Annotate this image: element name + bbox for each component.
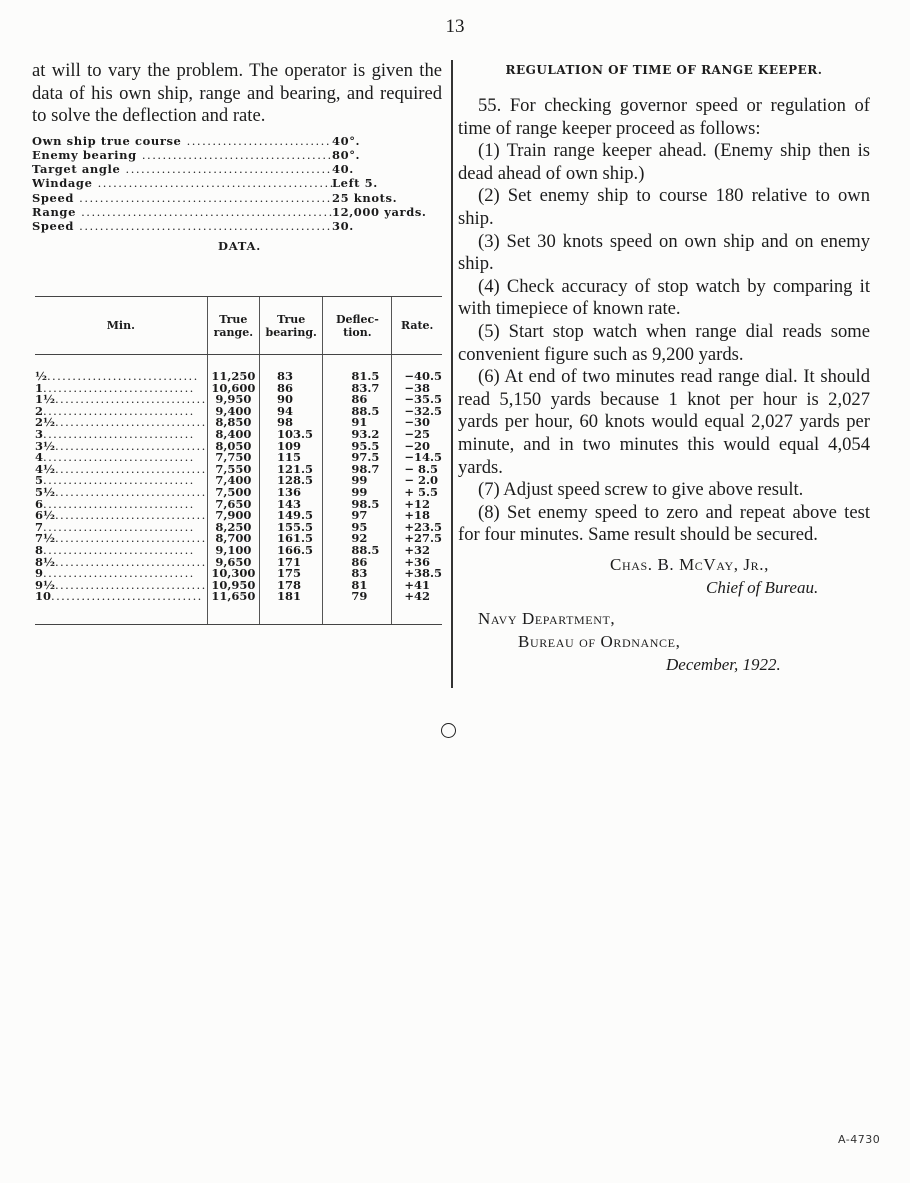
deflection-cell: 97.5 [323, 452, 392, 464]
true-bearing-cell: 149.5 [259, 510, 322, 522]
min-cell [35, 464, 207, 476]
true-bearing-cell: 143 [259, 499, 322, 511]
deflection-cell: 95 [323, 522, 392, 534]
rate-cell: +32 [392, 545, 442, 557]
rate-cell: −30 [392, 417, 442, 429]
true-range-cell: 7,650 [207, 499, 259, 511]
true-range-cell: 9,100 [207, 545, 259, 557]
signatory-title: Chief of Bureau. [706, 577, 819, 597]
deflection-cell: 83.7 [323, 383, 392, 395]
true-bearing-cell: 175 [259, 568, 322, 580]
column-header-min: Min. [35, 297, 207, 355]
dot-leader [43, 545, 195, 557]
minute-value: 7 [35, 521, 44, 534]
table-title: DATA. [217, 239, 262, 254]
minute-value: 8 [35, 544, 44, 557]
given-data-label: Windage ..... [32, 176, 332, 190]
table-body [35, 355, 442, 625]
deflection-cell: 98.5 [323, 499, 392, 511]
min-cell [35, 441, 207, 453]
column-header-true-range: True range. [207, 297, 259, 355]
deflection-cell: 91 [323, 417, 392, 429]
true-range-cell: 7,750 [207, 452, 259, 464]
deflection-cell: 83 [323, 568, 392, 580]
true-bearing-cell: 181 [259, 591, 322, 603]
true-bearing-cell: 90 [259, 394, 322, 406]
dot-leader [55, 464, 207, 476]
minute-value: 6 [35, 498, 44, 511]
rate-cell: +27.5 [392, 533, 442, 545]
minute-value: 3½ [35, 440, 55, 453]
signatory-name: Chas. B. McVay, Jr., [610, 554, 769, 574]
minute-value: 9 [35, 568, 44, 580]
minute-value: 8½ [35, 556, 55, 569]
true-bearing-cell: 128.5 [259, 475, 322, 487]
given-data-value: 30. [332, 219, 354, 233]
rate-cell: +36 [392, 557, 442, 569]
table-header-row [35, 297, 442, 355]
true-range-cell: 10,600 [207, 383, 259, 395]
dot-leader [47, 371, 199, 383]
deflection-cell: 86 [323, 557, 392, 569]
true-range-cell: 11,250 [207, 371, 259, 383]
true-range-cell: 10,300 [207, 568, 259, 580]
deflection-cell: 92 [323, 533, 392, 545]
minute-value: 4 [35, 452, 44, 464]
true-range-cell: 11,650 [207, 591, 259, 603]
true-bearing-cell: 86 [259, 383, 322, 395]
given-data-value: 40°. [332, 133, 361, 148]
true-range-cell: 8,400 [207, 429, 259, 441]
min-cell [35, 591, 207, 603]
true-range-cell: 8,850 [207, 417, 259, 429]
rate-cell: +42 [392, 591, 442, 603]
dot-leader [43, 406, 195, 418]
min-cell [35, 475, 207, 487]
minute-value: 10 [35, 591, 52, 603]
dot-leader [55, 394, 207, 406]
true-bearing-cell: 166.5 [259, 545, 322, 557]
deflection-cell: 86 [323, 394, 392, 406]
true-bearing-cell: 103.5 [259, 429, 322, 441]
minute-value: 5 [35, 475, 44, 487]
true-bearing-cell: 155.5 [259, 522, 322, 534]
table-row [35, 591, 442, 603]
dot-leader [43, 452, 195, 464]
min-cell [35, 371, 207, 383]
issue-date: December, 1922. [666, 654, 781, 674]
dot-leader [55, 533, 207, 545]
column-header-deflection: Deflec- tion. [323, 297, 392, 355]
minute-value: 5½ [35, 486, 55, 499]
given-data-value: 25 knots. [332, 190, 398, 205]
given-data-row [32, 191, 442, 205]
dot-leader [55, 580, 207, 592]
deflection-cell: 99 [323, 487, 392, 499]
true-bearing-cell: 136 [259, 487, 322, 499]
true-bearing-cell: 171 [259, 557, 322, 569]
true-range-cell: 9,400 [207, 406, 259, 418]
given-data-value: 80°. [332, 147, 361, 162]
paragraph: (3) Set 30 knots speed on own ship and on enemy ship. [458, 230, 870, 275]
minute-value: 9½ [35, 579, 55, 592]
true-range-cell: 8,700 [207, 533, 259, 545]
min-cell [35, 429, 207, 441]
left-column [32, 60, 442, 253]
min-cell [35, 545, 207, 557]
minute-value: 6½ [35, 510, 55, 522]
rate-cell: −38 [392, 383, 442, 395]
given-data-label: Target angle ..... [32, 162, 332, 176]
given-data-label: Enemy bearing ..... [32, 148, 332, 162]
rate-cell: + 5.5 [392, 487, 442, 499]
department: Navy Department, [478, 608, 616, 628]
deflection-cell: 81.5 [323, 371, 392, 383]
dot-leader [55, 441, 207, 453]
end-circle-mark [441, 723, 456, 738]
given-data-value: Left 5. [332, 176, 378, 191]
rate-cell: −35.5 [392, 394, 442, 406]
section-heading: REGULATION OF TIME OF RANGE KEEPER. [505, 63, 823, 77]
deflection-cell: 88.5 [323, 406, 392, 418]
given-data-label: Range ..... [32, 205, 332, 219]
deflection-cell: 79 [323, 591, 392, 603]
min-cell [35, 417, 207, 429]
deflection-cell: 99 [323, 475, 392, 487]
paragraph: (4) Check accuracy of stop watch by comparing it with timepiece of known rate. [458, 275, 870, 320]
data-table [35, 296, 442, 625]
true-range-cell: 10,950 [207, 580, 259, 592]
true-range-cell: 7,550 [207, 464, 259, 476]
given-data-row [32, 162, 442, 176]
min-cell [35, 394, 207, 406]
column-header-true-bearing: True bearing. [259, 297, 322, 355]
paragraph: (6) At end of two minutes read range dial. It should read 5,150 yards because 1 knot per hour is 2,027 yards per hour, 60 knots would equal 2,027 yards per minute, and in two minutes this would equal 4,054 yards. [458, 366, 870, 478]
given-data-row [32, 219, 442, 233]
true-bearing-cell: 178 [259, 580, 322, 592]
minute-value: ½ [35, 371, 47, 383]
rate-cell: −32.5 [392, 406, 442, 418]
deflection-cell: 88.5 [323, 545, 392, 557]
rate-cell: − 8.5 [392, 464, 442, 476]
dot-leader [55, 510, 207, 522]
deflection-cell: 95.5 [323, 441, 392, 453]
rate-cell: +41 [392, 580, 442, 592]
min-cell [35, 452, 207, 464]
paragraph: 55. For checking governor speed or regulation of time of range keeper proceed as follows: [458, 95, 870, 139]
rate-cell: −14.5 [392, 452, 442, 464]
rate-cell: +23.5 [392, 522, 442, 534]
dot-leader [43, 475, 195, 487]
min-cell [35, 580, 207, 592]
deflection-cell: 98.7 [323, 464, 392, 476]
given-data-row [32, 205, 442, 219]
true-range-cell: 7,500 [207, 487, 259, 499]
min-cell [35, 499, 207, 511]
paragraph: (2) Set enemy ship to course 180 relative to own ship. [458, 185, 870, 229]
min-cell [35, 557, 207, 569]
true-bearing-cell: 115 [259, 452, 322, 464]
given-data-value: 40. [332, 162, 354, 177]
given-data-value: 12,000 yards. [332, 204, 427, 219]
given-data-row [32, 176, 442, 190]
bureau: Bureau of Ordnance, [518, 631, 681, 651]
true-bearing-cell: 98 [259, 417, 322, 429]
rate-cell: −20 [392, 441, 442, 453]
true-bearing-cell: 83 [259, 371, 322, 383]
min-cell [35, 383, 207, 395]
dot-leader [43, 522, 195, 534]
true-range-cell: 9,950 [207, 394, 259, 406]
true-range-cell: 8,250 [207, 522, 259, 534]
rate-cell: +38.5 [392, 568, 442, 580]
dot-leader [43, 499, 195, 511]
dot-leader [43, 568, 195, 580]
minute-value: 2½ [35, 417, 55, 429]
true-bearing-cell: 94 [259, 406, 322, 418]
min-cell [35, 522, 207, 534]
dot-leader [55, 487, 207, 499]
rate-cell: −40.5 [392, 371, 442, 383]
given-data-label: Own ship true course ..... [32, 134, 332, 148]
rate-cell: +12 [392, 499, 442, 511]
rate-cell: +18 [392, 510, 442, 522]
signature-block [458, 553, 870, 676]
given-data-label: Speed ..... [32, 191, 332, 205]
minute-value: 1½ [35, 394, 55, 406]
min-cell [35, 406, 207, 418]
paragraph: (5) Start stop watch when range dial reads some convenient figure such as 9,200 yards. [458, 320, 870, 365]
true-bearing-cell: 121.5 [259, 464, 322, 476]
minute-value: 2 [35, 405, 44, 418]
minute-value: 4½ [35, 463, 55, 476]
given-data-label: Speed ..... [32, 219, 332, 233]
dot-leader [43, 429, 195, 441]
given-data-list [32, 134, 442, 233]
minute-value: 1 [35, 382, 44, 395]
right-column [458, 60, 870, 676]
dot-leader [51, 591, 203, 603]
paragraph: (7) Adjust speed screw to give above result. [478, 479, 804, 501]
minute-value: 3 [35, 428, 44, 441]
true-range-cell: 9,650 [207, 557, 259, 569]
true-bearing-cell: 109 [259, 441, 322, 453]
handwritten-note: A-4730 [838, 1133, 881, 1146]
dot-leader [55, 417, 207, 429]
given-data-row [32, 134, 442, 148]
rate-cell: −25 [392, 429, 442, 441]
dot-leader [55, 557, 207, 569]
true-range-cell: 7,400 [207, 475, 259, 487]
column-header-rate: Rate. [392, 297, 442, 355]
true-range-cell: 8,050 [207, 441, 259, 453]
table-spacer [35, 603, 442, 625]
min-cell [35, 487, 207, 499]
deflection-cell: 93.2 [323, 429, 392, 441]
true-bearing-cell: 161.5 [259, 533, 322, 545]
minute-value: 7½ [35, 533, 55, 545]
given-data-row [32, 148, 442, 162]
column-divider [451, 60, 453, 688]
min-cell [35, 510, 207, 522]
paragraph: (1) Train range keeper ahead. (Enemy ship then is dead ahead of own ship.) [458, 140, 870, 184]
deflection-cell: 81 [323, 580, 392, 592]
intro-paragraph: at will to vary the problem. The operator is given the data of his own ship, range and bearing, and required to solve the deflection and rate. [32, 60, 442, 127]
deflection-cell: 97 [323, 510, 392, 522]
dot-leader [43, 383, 195, 395]
min-cell [35, 533, 207, 545]
min-cell [35, 568, 207, 580]
paragraph: (8) Set enemy speed to zero and repeat above test for four minutes. Same result should be secured. [458, 501, 870, 546]
page-number: 13 [445, 16, 465, 37]
rate-cell: − 2.0 [392, 475, 442, 487]
true-range-cell: 7,900 [207, 510, 259, 522]
